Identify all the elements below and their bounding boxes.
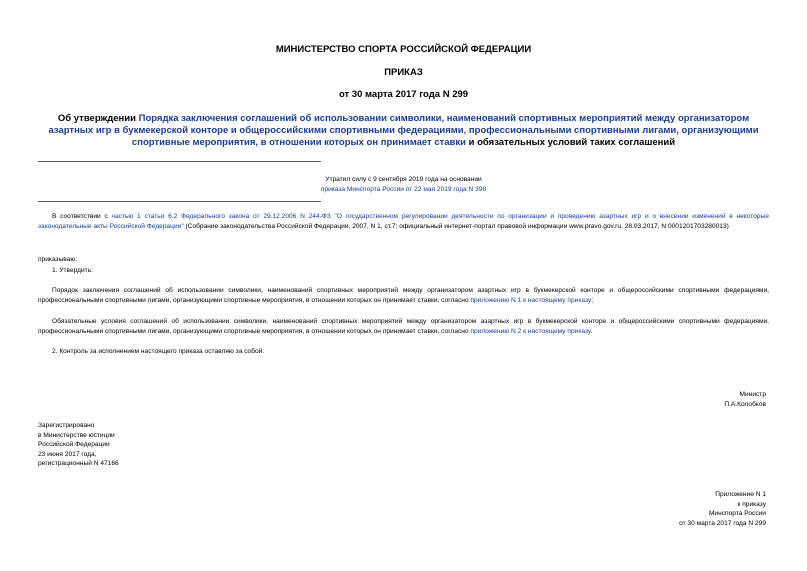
appendix-line-4: от 30 марта 2017 года N 299 [679, 519, 766, 527]
item-1: 1. Утвердить: [52, 267, 93, 274]
title-link[interactable]: Порядка заключения соглашений об использовании символики, наименований спортивных мероприятий между организатором азартных игр в букмекерской конторе и общероссийскими спортивными федерациями, профессиональными спортивными лигами, организующими спортивные мероприятия, в отношении которых он принимает ставки [48, 113, 759, 148]
registration-line-1: Зарегистрировано [38, 422, 95, 429]
appendix-heading [679, 490, 766, 528]
preamble-text-end: (Собрание законодательства Российской Федерации, 2007, N 1, ст.7; официальный интернет-портал правовой информации www.pravo.gov.ru, 28.03.2017, N 0001201703280013) [183, 222, 729, 230]
document-date-number: от 30 марта 2017 года N 299 [338, 89, 469, 100]
ministry-heading: МИНИСТЕРСТВО СПОРТА РОССИЙСКОЙ ФЕДЕРАЦИИ [275, 44, 532, 55]
conditions-text: Обязательные условия соглашений об использовании символики, наименований спортивных мероприятий между организатором азартных игр в букмекерской конторе и общероссийскими спортивными федерациями, профессиональными спортивными лигами, организующими спортивные мероприятия, в отношении которых он принимает ставки, согласно [38, 318, 769, 335]
document-title [40, 113, 767, 149]
title-suffix: и обязательных условий таких соглашений [465, 137, 676, 148]
item-2: 2. Контроль за исполнением настоящего приказа оставляю за собой. [52, 348, 265, 355]
registration-line-5: регистрационный N 47166 [38, 460, 119, 468]
status-note-link[interactable]: приказа Минспорта России от 22 мая 2019 года N 398 [320, 186, 487, 193]
procedure-text: Порядок заключения соглашений об использовании символики, наименований спортивных мероприятий между организатором азартных игр в букмекерской конторе и общероссийскими спортивными федерациями, профессиональными спортивными лигами, организующими спортивные мероприятия, в отношении которых он принимает ставки, согласно [38, 287, 769, 304]
divider-bottom [38, 201, 321, 202]
title-prefix: Об утверждении [57, 113, 139, 124]
registration-block [38, 421, 119, 469]
appendix-line-2: к приказу [737, 500, 766, 508]
registration-line-4: 23 июня 2017 года, [38, 450, 97, 458]
appendix-line-1: Приложение N 1 [715, 491, 766, 498]
signature-block [724, 390, 766, 409]
appendix-line-3: Минспорта России [708, 510, 766, 518]
registration-line-3: Российской Федерации [38, 441, 110, 449]
conditions-end: . [590, 327, 593, 335]
preamble-paragraph [38, 212, 769, 231]
status-note: Утратил силу с 9 сентября 2019 года на основании [325, 176, 482, 183]
appendix-1-link[interactable]: приложению N 1 к настоящему приказу [470, 296, 592, 304]
registration-line-2: в Министерстве юстиции [38, 431, 115, 439]
order-word: приказываю: [38, 256, 78, 263]
appendix-2-link[interactable]: приложению N 2 к настоящему приказу [470, 327, 591, 335]
paragraph-conditions [38, 317, 769, 336]
signature-position: Министр [739, 391, 766, 398]
preamble-text-start: В соответствии с [52, 213, 112, 220]
federal-law-link[interactable]: частью 1 статьи 6.2 Федерального закона от 29.12.2006 N 244-ФЗ "О государственном регулировании деятельности по организации и проведению азартных игр и о внесении изменений в некоторые законодательные акты Российской Федерации" [38, 213, 769, 230]
signature-name: П.А.Колобков [724, 400, 766, 408]
document-type: ПРИКАЗ [384, 67, 423, 78]
divider-top [38, 161, 321, 162]
procedure-end: ; [591, 296, 594, 304]
paragraph-procedure [38, 286, 769, 305]
